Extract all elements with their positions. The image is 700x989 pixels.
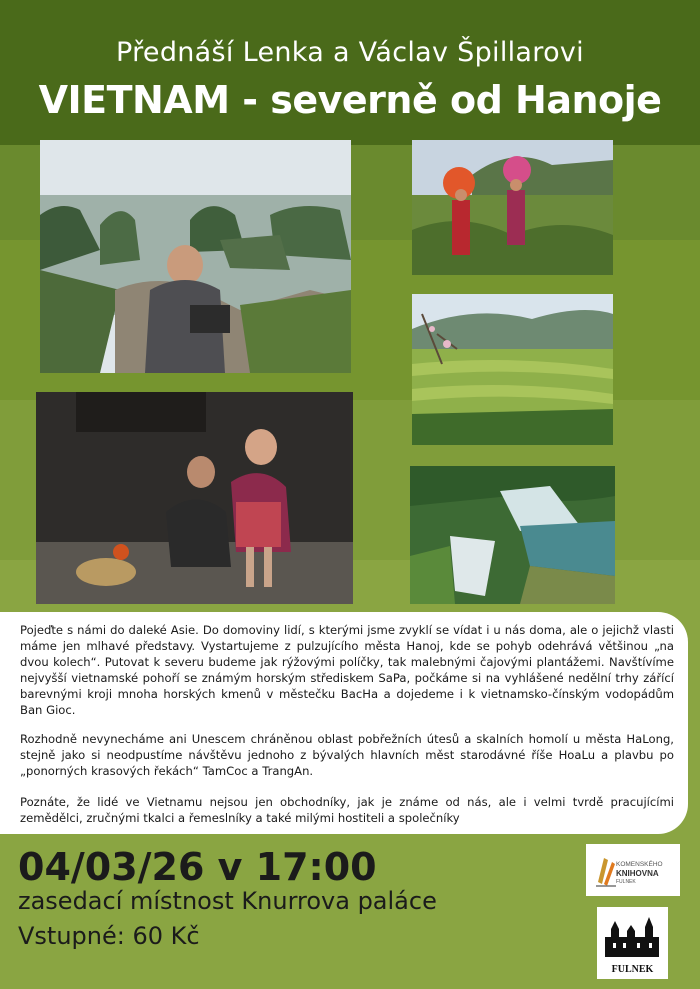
library-logo-line3: FULNEK [616, 879, 636, 885]
library-logo-line1: KOMENSKÉHO [616, 861, 663, 868]
event-date: 04/03/26 v 17:00 [18, 845, 377, 889]
description-paragraph-3: Poznáte, že lidé ve Vietnamu nejsou jen obchodníky, jak je známe od nás, ale i velmi tvrdě pracujícími zemědělci, zručnými tkalci a řemeslníky a také milými hostiteli a společníky [20, 795, 674, 825]
fulnek-town-logo [597, 907, 668, 979]
poster-header [0, 0, 700, 140]
kitchen-family-photo [36, 392, 353, 604]
library-logo [586, 844, 680, 896]
ban-gioc-waterfall-photo [410, 466, 615, 604]
event-venue: zasedací místnost Knurrova paláce [18, 887, 437, 915]
library-logo-line2: KNIHOVNA [616, 869, 659, 878]
fulnek-logo-text: FULNEK [611, 964, 654, 975]
poster-title: VIETNAM - severně od Hanoje [38, 78, 662, 122]
description-paragraph-2: Rozhodně nevynecháme ani Unescem chráněnou oblast pobřežních útesů a skalních homolí u města HaLong, stejně jako si neodpustíme návštěvu jednoho z bývalých hlavních měst starodávné říše HoaLu a plavbu po „ponorných krasových řekách“ TamCoc a TrangAn. [20, 732, 674, 778]
castle-skyline-icon [597, 907, 668, 963]
event-entry-fee: Vstupné: 60 Kč [18, 922, 200, 950]
lecturers-subtitle: Přednáší Lenka a Václav Špillarovi [116, 37, 584, 68]
description-paragraph-1: Pojeďte s námi do daleké Asie. Do domoviny lidí, s kterými jsme zvyklí se vídat i u nás doma, ale o jejichž vlasti máme jen mlhavé představy. Vystartujeme z pulzujícího města Hanoj, kde se pohyb odehrává většinou „na dvou kolech“. Putovat k severu budeme jak rýžovými políčky, tak malebnými čajovými plantážemi. Navštívíme nejvyšší vietnamské pohoří se známým horským střediskem SaPa, počkáme si na vyhlášené nedělní trhy zářící barevnými kroji mnoha horských kmenů v městečku BacHa a dojedeme i k vietnamsko-čínským vodopádům Ban Gioc. [20, 623, 674, 717]
rice-terraces-photo [412, 294, 613, 445]
halong-bay-photo [40, 140, 351, 373]
hmong-women-photo [412, 140, 613, 275]
